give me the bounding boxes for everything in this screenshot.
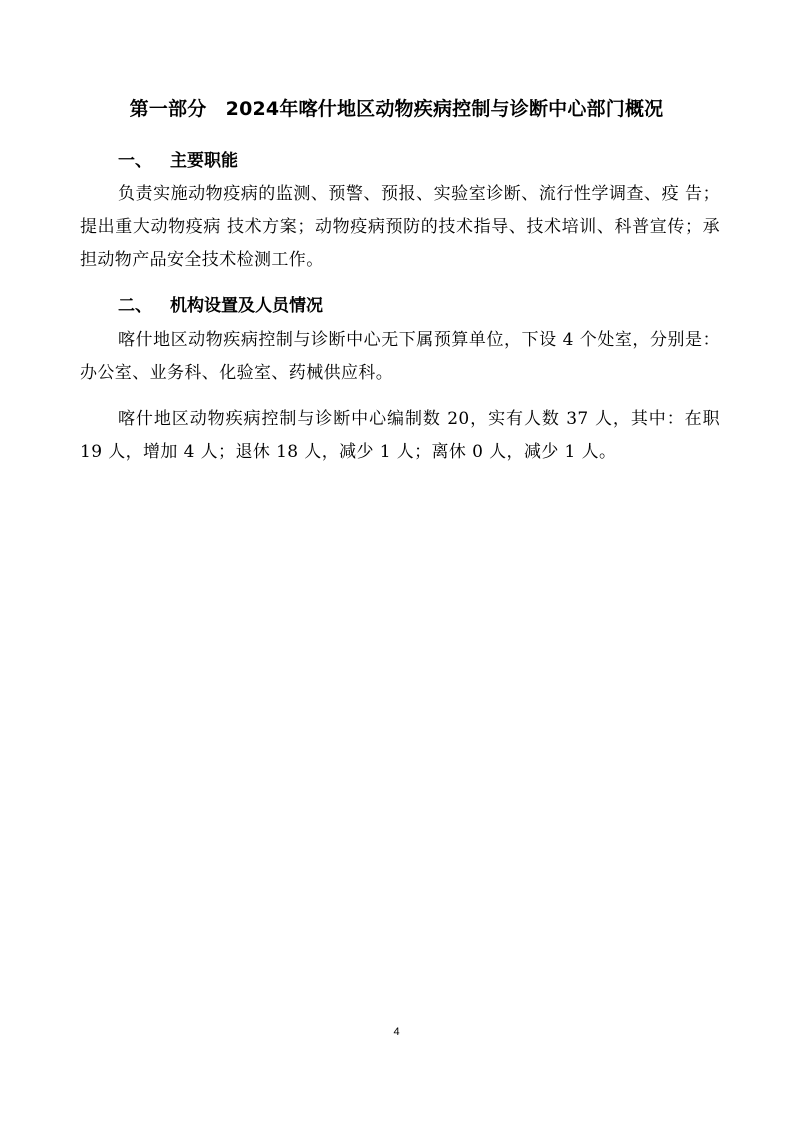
section-title: 主要职能 — [170, 151, 238, 171]
section-heading-functions — [118, 146, 238, 176]
section-heading-organization — [118, 291, 323, 321]
paragraph-staffing: 喀什地区动物疾病控制与诊断中心编制数 20，实有人数 37 人，其中：在职 19 人，增加 4 人；退休 18 人，减少 1 人；离休 0 人，减少 1 人。 — [80, 409, 720, 462]
section-number: 二、 — [118, 296, 152, 316]
page-number: 4 — [393, 1026, 400, 1038]
page-title: 第一部分 2024年喀什地区动物疾病控制与诊断中心部门概况 — [129, 98, 664, 120]
paragraph-functions: 负责实施动物疫病的监测、预警、预报、实验室诊断、流行性学调查、疫 告；提出重大动物疫病 技术方案；动物疫病预防的技术指导、技术培训、科普宣传；承担动物产品安全技术检测工作。 — [80, 184, 720, 270]
section-number: 一、 — [118, 151, 152, 171]
section-title: 机构设置及人员情况 — [170, 296, 323, 316]
paragraph-departments: 喀什地区动物疾病控制与诊断中心无下属预算单位，下设 4 个处室，分别是：办公室、业务科、化验室、药械供应科。 — [80, 330, 720, 383]
